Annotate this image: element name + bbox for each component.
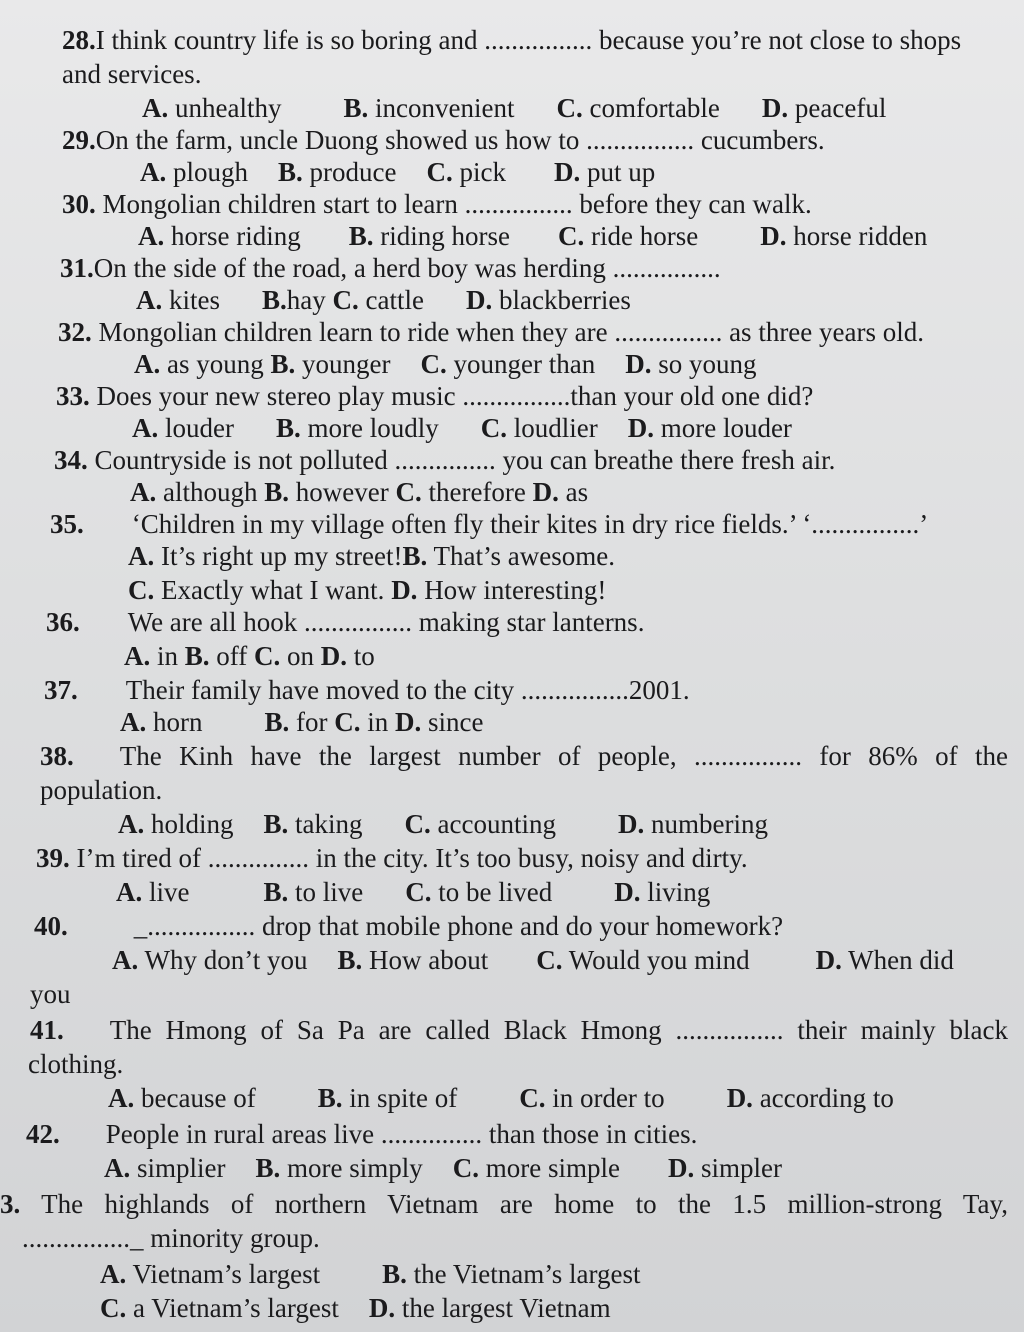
option-c: C. ride horse xyxy=(557,221,699,251)
question-text: Their family have moved to the city ................2001. xyxy=(125,675,690,705)
question-39-line-1 xyxy=(36,842,748,874)
option-b: B. more simply xyxy=(255,1153,423,1183)
question-40-line-1 xyxy=(34,910,783,942)
question-41-line-2: clothing. xyxy=(28,1049,124,1079)
question-text: On the farm, uncle Duong showed us how to ................ cucumbers. xyxy=(95,125,825,155)
option-d: D. When did xyxy=(815,945,954,975)
question-43-options-1 xyxy=(100,1258,640,1290)
option-c: C. comfortable xyxy=(556,93,720,123)
question-text: People in rural areas live ............... than those in cities. xyxy=(105,1119,698,1149)
question-number: 42. xyxy=(26,1119,60,1149)
option-c: C. to be lived xyxy=(405,877,553,907)
option-a: A. Why don’t you xyxy=(112,945,308,975)
question-text: The Kinh have the largest number of people, ................ for 86% of the xyxy=(119,741,1008,771)
question-number: 41. xyxy=(30,1015,64,1045)
option-d: D. the largest Vietnam xyxy=(368,1293,611,1323)
option-a: A. simplier xyxy=(104,1153,226,1183)
question-number: 31. xyxy=(60,253,94,283)
question-number: 35. xyxy=(50,509,84,539)
option-b: B. to live xyxy=(263,877,364,907)
question-number: 32. xyxy=(58,317,92,347)
question-29-options xyxy=(140,156,655,188)
question-number: 37. xyxy=(44,675,78,705)
option-c: C. in order to xyxy=(519,1083,665,1113)
option-b: B. in spite of xyxy=(317,1083,458,1113)
option-b: B. taking xyxy=(263,809,363,839)
option-a: A. live xyxy=(116,877,190,907)
question-36-line-1 xyxy=(46,606,644,638)
question-text: The highlands of northern Vietnam are home to the 1.5 million-strong Tay, xyxy=(41,1189,1008,1219)
option-c: C. more simple xyxy=(452,1153,620,1183)
question-28-line-1 xyxy=(62,24,961,56)
option-d: D. simpler xyxy=(668,1153,782,1183)
question-31-line-1 xyxy=(60,252,721,284)
question-31-options xyxy=(136,284,631,316)
question-number: 30. xyxy=(62,189,96,219)
question-43-line-2: ................_ minority group. xyxy=(22,1223,320,1253)
question-text: Mongolian children start to learn ................ before they can walk. xyxy=(102,189,812,219)
question-number: 40. xyxy=(34,911,68,941)
options-abcd: A. although B. however C. therefore D. as xyxy=(130,477,589,507)
option-a: A. horse riding xyxy=(138,221,301,251)
question-32-options xyxy=(134,348,756,380)
option-b: B. produce xyxy=(278,157,397,187)
question-text: Countryside is not polluted ............... you can breathe there fresh air. xyxy=(94,445,836,475)
question-text: We are all hook ................ making star lanterns. xyxy=(127,607,645,637)
option-a: A. Vietnam’s largest xyxy=(100,1259,321,1289)
question-35-options-1: A. It’s right up my street!B. That’s awesome. xyxy=(128,541,615,571)
option-c: C. Would you mind xyxy=(536,945,750,975)
question-number: 3. xyxy=(0,1189,21,1219)
option-a: A. kites xyxy=(136,285,220,315)
question-number: 34. xyxy=(54,445,88,475)
option-a: A. louder xyxy=(132,413,234,443)
question-34-line-1 xyxy=(54,444,835,476)
option-a: A. horn xyxy=(120,707,203,737)
question-39-options xyxy=(116,876,710,908)
option-c: C. a Vietnam’s largest xyxy=(100,1293,339,1323)
question-38-line-2: population. xyxy=(40,775,163,805)
option-c: C. younger than xyxy=(420,349,596,379)
question-number: 29. xyxy=(62,125,96,155)
question-text: The Hmong of Sa Pa are called Black Hmong ................ their mainly black xyxy=(109,1015,1008,1045)
question-30-line-1 xyxy=(62,188,812,220)
question-38-line-1 xyxy=(40,740,1008,772)
question-35-line-1 xyxy=(50,508,928,540)
question-28-line-2: and services. xyxy=(62,59,202,89)
option-b-c: B.hay C. cattle xyxy=(262,285,424,315)
option-a: A. unhealthy xyxy=(142,93,282,123)
question-33-options xyxy=(132,412,792,444)
option-c: C. accounting xyxy=(404,809,556,839)
question-number: 28. xyxy=(62,25,96,55)
option-bcd: B. for C. in D. since xyxy=(264,707,484,737)
question-text: _................ drop that mobile phone and do your homework? xyxy=(133,911,784,941)
question-42-options xyxy=(104,1152,782,1184)
question-42-line-1 xyxy=(26,1118,697,1150)
option-a: A. plough xyxy=(140,157,249,187)
question-40-options xyxy=(112,944,954,976)
option-c: C. pick xyxy=(426,157,506,187)
option-d: D. so young xyxy=(625,349,757,379)
question-40-options-wrap: you xyxy=(30,979,71,1009)
question-35-options-2: C. Exactly what I want. D. How interesting! xyxy=(128,575,607,605)
option-a-b: A. as young B. younger xyxy=(134,349,391,379)
option-d: D. numbering xyxy=(618,809,768,839)
question-number: 39. xyxy=(36,843,70,873)
option-d: D. blackberries xyxy=(465,285,631,315)
option-b: B. more loudly xyxy=(275,413,439,443)
question-number: 36. xyxy=(46,607,80,637)
question-text: I’m tired of ............... in the city. It’s too busy, noisy and dirty. xyxy=(76,843,748,873)
question-32-line-1 xyxy=(58,316,924,348)
option-d: D. put up xyxy=(554,157,656,187)
question-text: I think country life is so boring and ................ because you’re not close to shops xyxy=(95,25,962,55)
option-b: B. riding horse xyxy=(348,221,510,251)
question-41-line-1 xyxy=(30,1014,1008,1046)
question-43-options-2 xyxy=(100,1292,611,1324)
question-text: On the side of the road, a herd boy was herding ................ xyxy=(93,253,721,283)
question-29-line-1 xyxy=(62,124,825,156)
option-d: D. according to xyxy=(726,1083,894,1113)
option-a: A. holding xyxy=(118,809,234,839)
question-41-options xyxy=(108,1082,894,1114)
option-b: B. How about xyxy=(337,945,489,975)
question-37-line-1 xyxy=(44,674,690,706)
question-text: Does your new stereo play music ................than your old one did? xyxy=(96,381,814,411)
option-d: D. horse ridden xyxy=(760,221,928,251)
question-30-options xyxy=(138,220,927,252)
option-c: C. loudlier xyxy=(480,413,598,443)
option-d: D. more louder xyxy=(627,413,792,443)
option-a: A. because of xyxy=(108,1083,256,1113)
question-36-options: A. in B. off C. on D. to xyxy=(124,641,375,671)
option-b: B. the Vietnam’s largest xyxy=(382,1259,641,1289)
question-33-line-1 xyxy=(56,380,813,412)
question-34-options xyxy=(130,476,588,508)
question-number: 33. xyxy=(56,381,90,411)
option-d: D. living xyxy=(614,877,711,907)
question-43-line-1 xyxy=(0,1188,1008,1220)
question-37-options xyxy=(120,706,484,738)
question-text: ‘Children in my village often fly their kites in dry rice fields.’ ‘................’ xyxy=(131,509,929,539)
question-text: Mongolian children learn to ride when they are ................ as three years old. xyxy=(98,317,924,347)
question-38-options xyxy=(118,808,768,840)
option-d: D. peaceful xyxy=(761,93,887,123)
option-b: B. inconvenient xyxy=(343,93,515,123)
question-number: 38. xyxy=(40,741,74,771)
question-28-options xyxy=(142,92,886,124)
